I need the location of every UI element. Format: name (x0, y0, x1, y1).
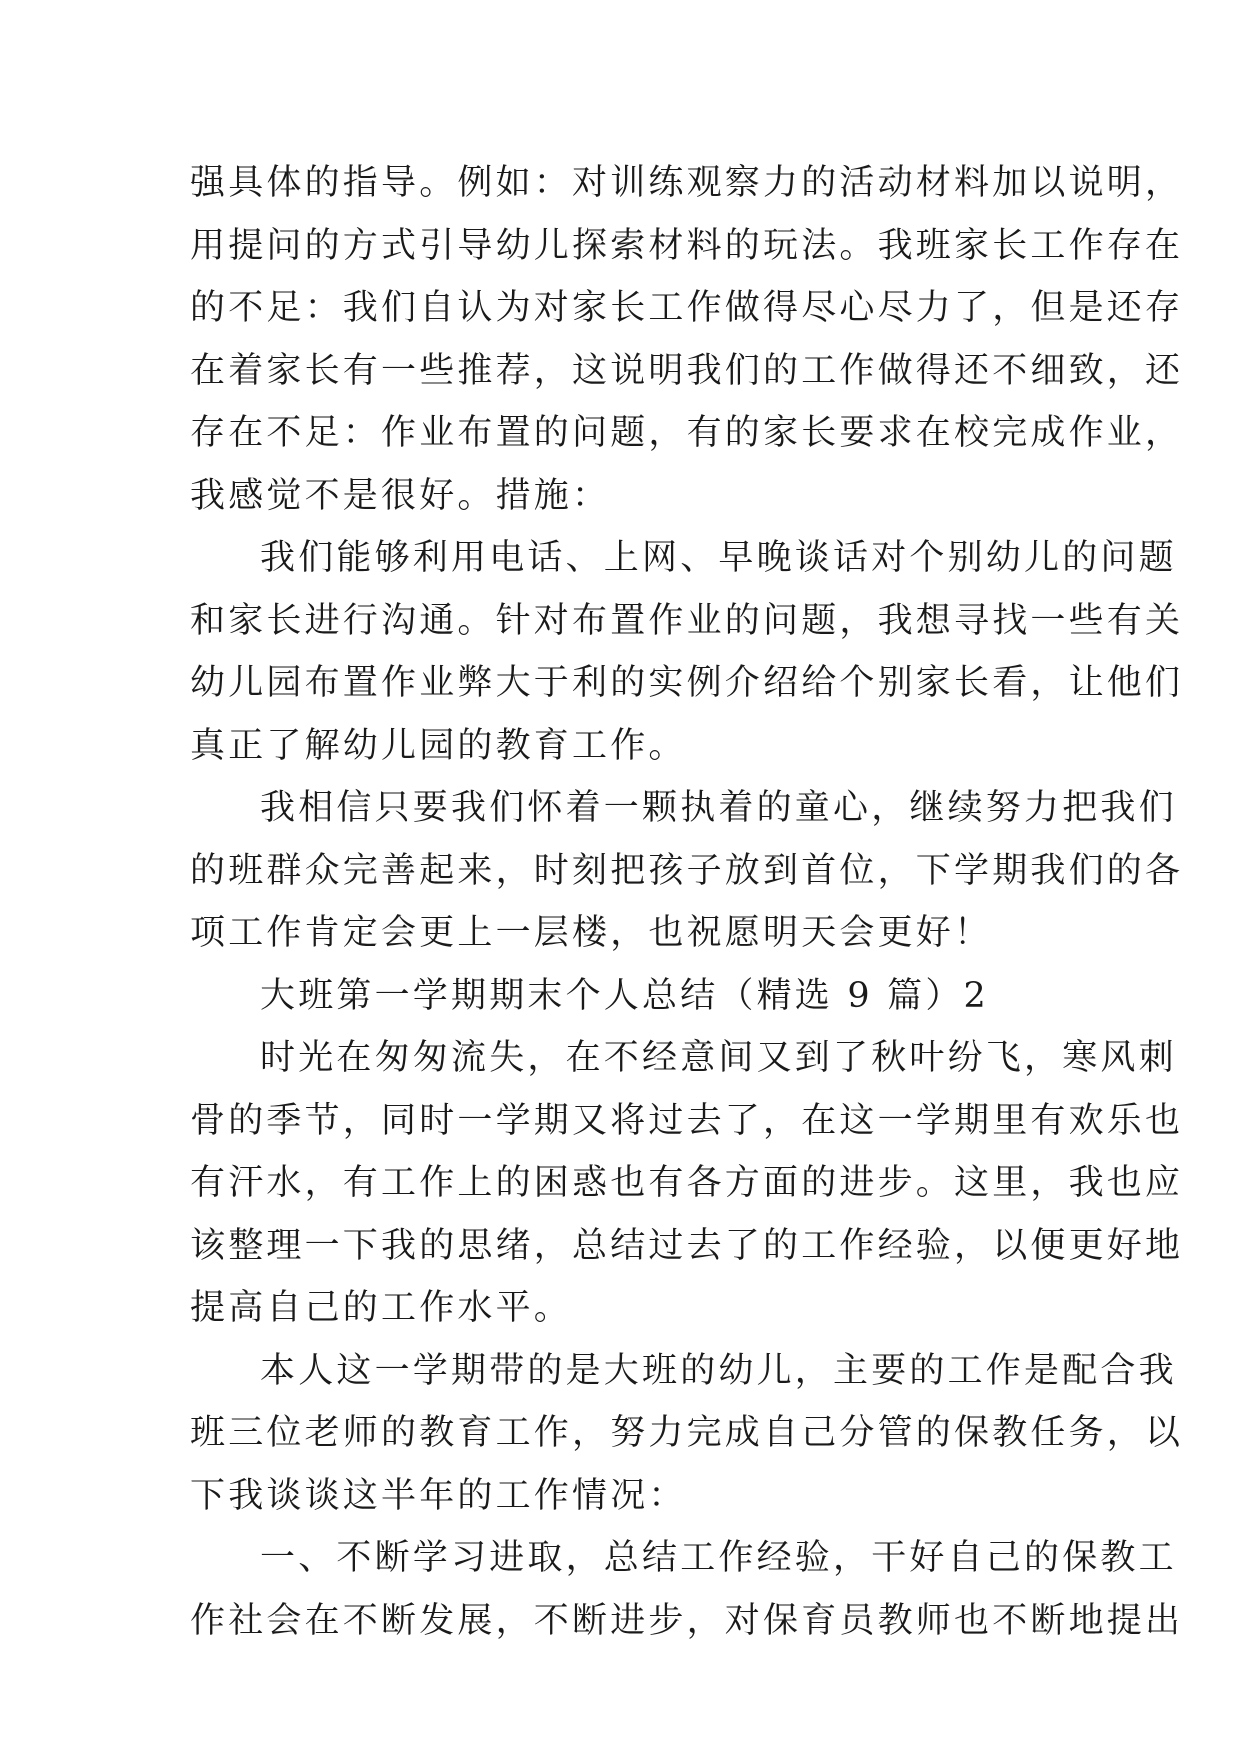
text-line: 提高自己的工作水平。 (190, 1288, 573, 1328)
text-line: 班三位老师的教育工作，努力完成自己分管的保教任务，以 (190, 1413, 1184, 1453)
text-line: 在着家长有一些推荐，这说明我们的工作做得还不细致，还 (190, 350, 1184, 391)
text-line: 一、不断学习进取，总结工作经验，干好自己的保教工 (260, 1538, 1177, 1578)
text-line: 我相信只要我们怀着一颗执着的童心，继续努力把我们 (260, 788, 1177, 828)
section-heading: 大班第一学期期末个人总结（精选 9 篇）2 (260, 975, 989, 1016)
text-line: 强具体的指导。例如：对训练观察力的活动材料加以说明， (190, 163, 1184, 203)
text-line: 存在不足：作业布置的问题，有的家长要求在校完成作业， (190, 413, 1184, 453)
text-line: 该整理一下我的思绪，总结过去了的工作经验，以便更好地 (190, 1225, 1184, 1266)
text-line: 有汗水，有工作上的困惑也有各方面的进步。这里，我也应 (190, 1163, 1184, 1203)
text-line: 本人这一学期带的是大班的幼儿，主要的工作是配合我 (260, 1350, 1177, 1391)
text-line: 项工作肯定会更上一层楼，也祝愿明天会更好！ (190, 913, 993, 953)
text-line: 我们能够利用电话、上网、早晚谈话对个别幼儿的问题 (260, 538, 1177, 578)
text-line: 作社会在不断发展，不断进步，对保育员教师也不断地提出 (190, 1600, 1184, 1641)
text-line: 骨的季节，同时一学期又将过去了，在这一学期里有欢乐也 (190, 1100, 1184, 1141)
document-body (190, 152, 1184, 1652)
text-line: 和家长进行沟通。针对布置作业的问题，我想寻找一些有关 (190, 600, 1184, 641)
text-line: 幼儿园布置作业弊大于利的实例介绍给个别家长看，让他们 (190, 663, 1184, 703)
text-line: 的不足：我们自认为对家长工作做得尽心尽力了，但是还存 (190, 288, 1184, 328)
text-line: 真正了解幼儿园的教育工作。 (190, 725, 687, 766)
text-line: 时光在匆匆流失，在不经意间又到了秋叶纷飞，寒风刺 (260, 1038, 1177, 1078)
text-line: 的班群众完善起来，时刻把孩子放到首位，下学期我们的各 (190, 850, 1184, 891)
text-line: 下我谈谈这半年的工作情况： (190, 1475, 687, 1516)
text-line: 我感觉不是很好。措施： (190, 475, 611, 516)
text-line: 用提问的方式引导幼儿探索材料的玩法。我班家长工作存在 (190, 225, 1184, 266)
